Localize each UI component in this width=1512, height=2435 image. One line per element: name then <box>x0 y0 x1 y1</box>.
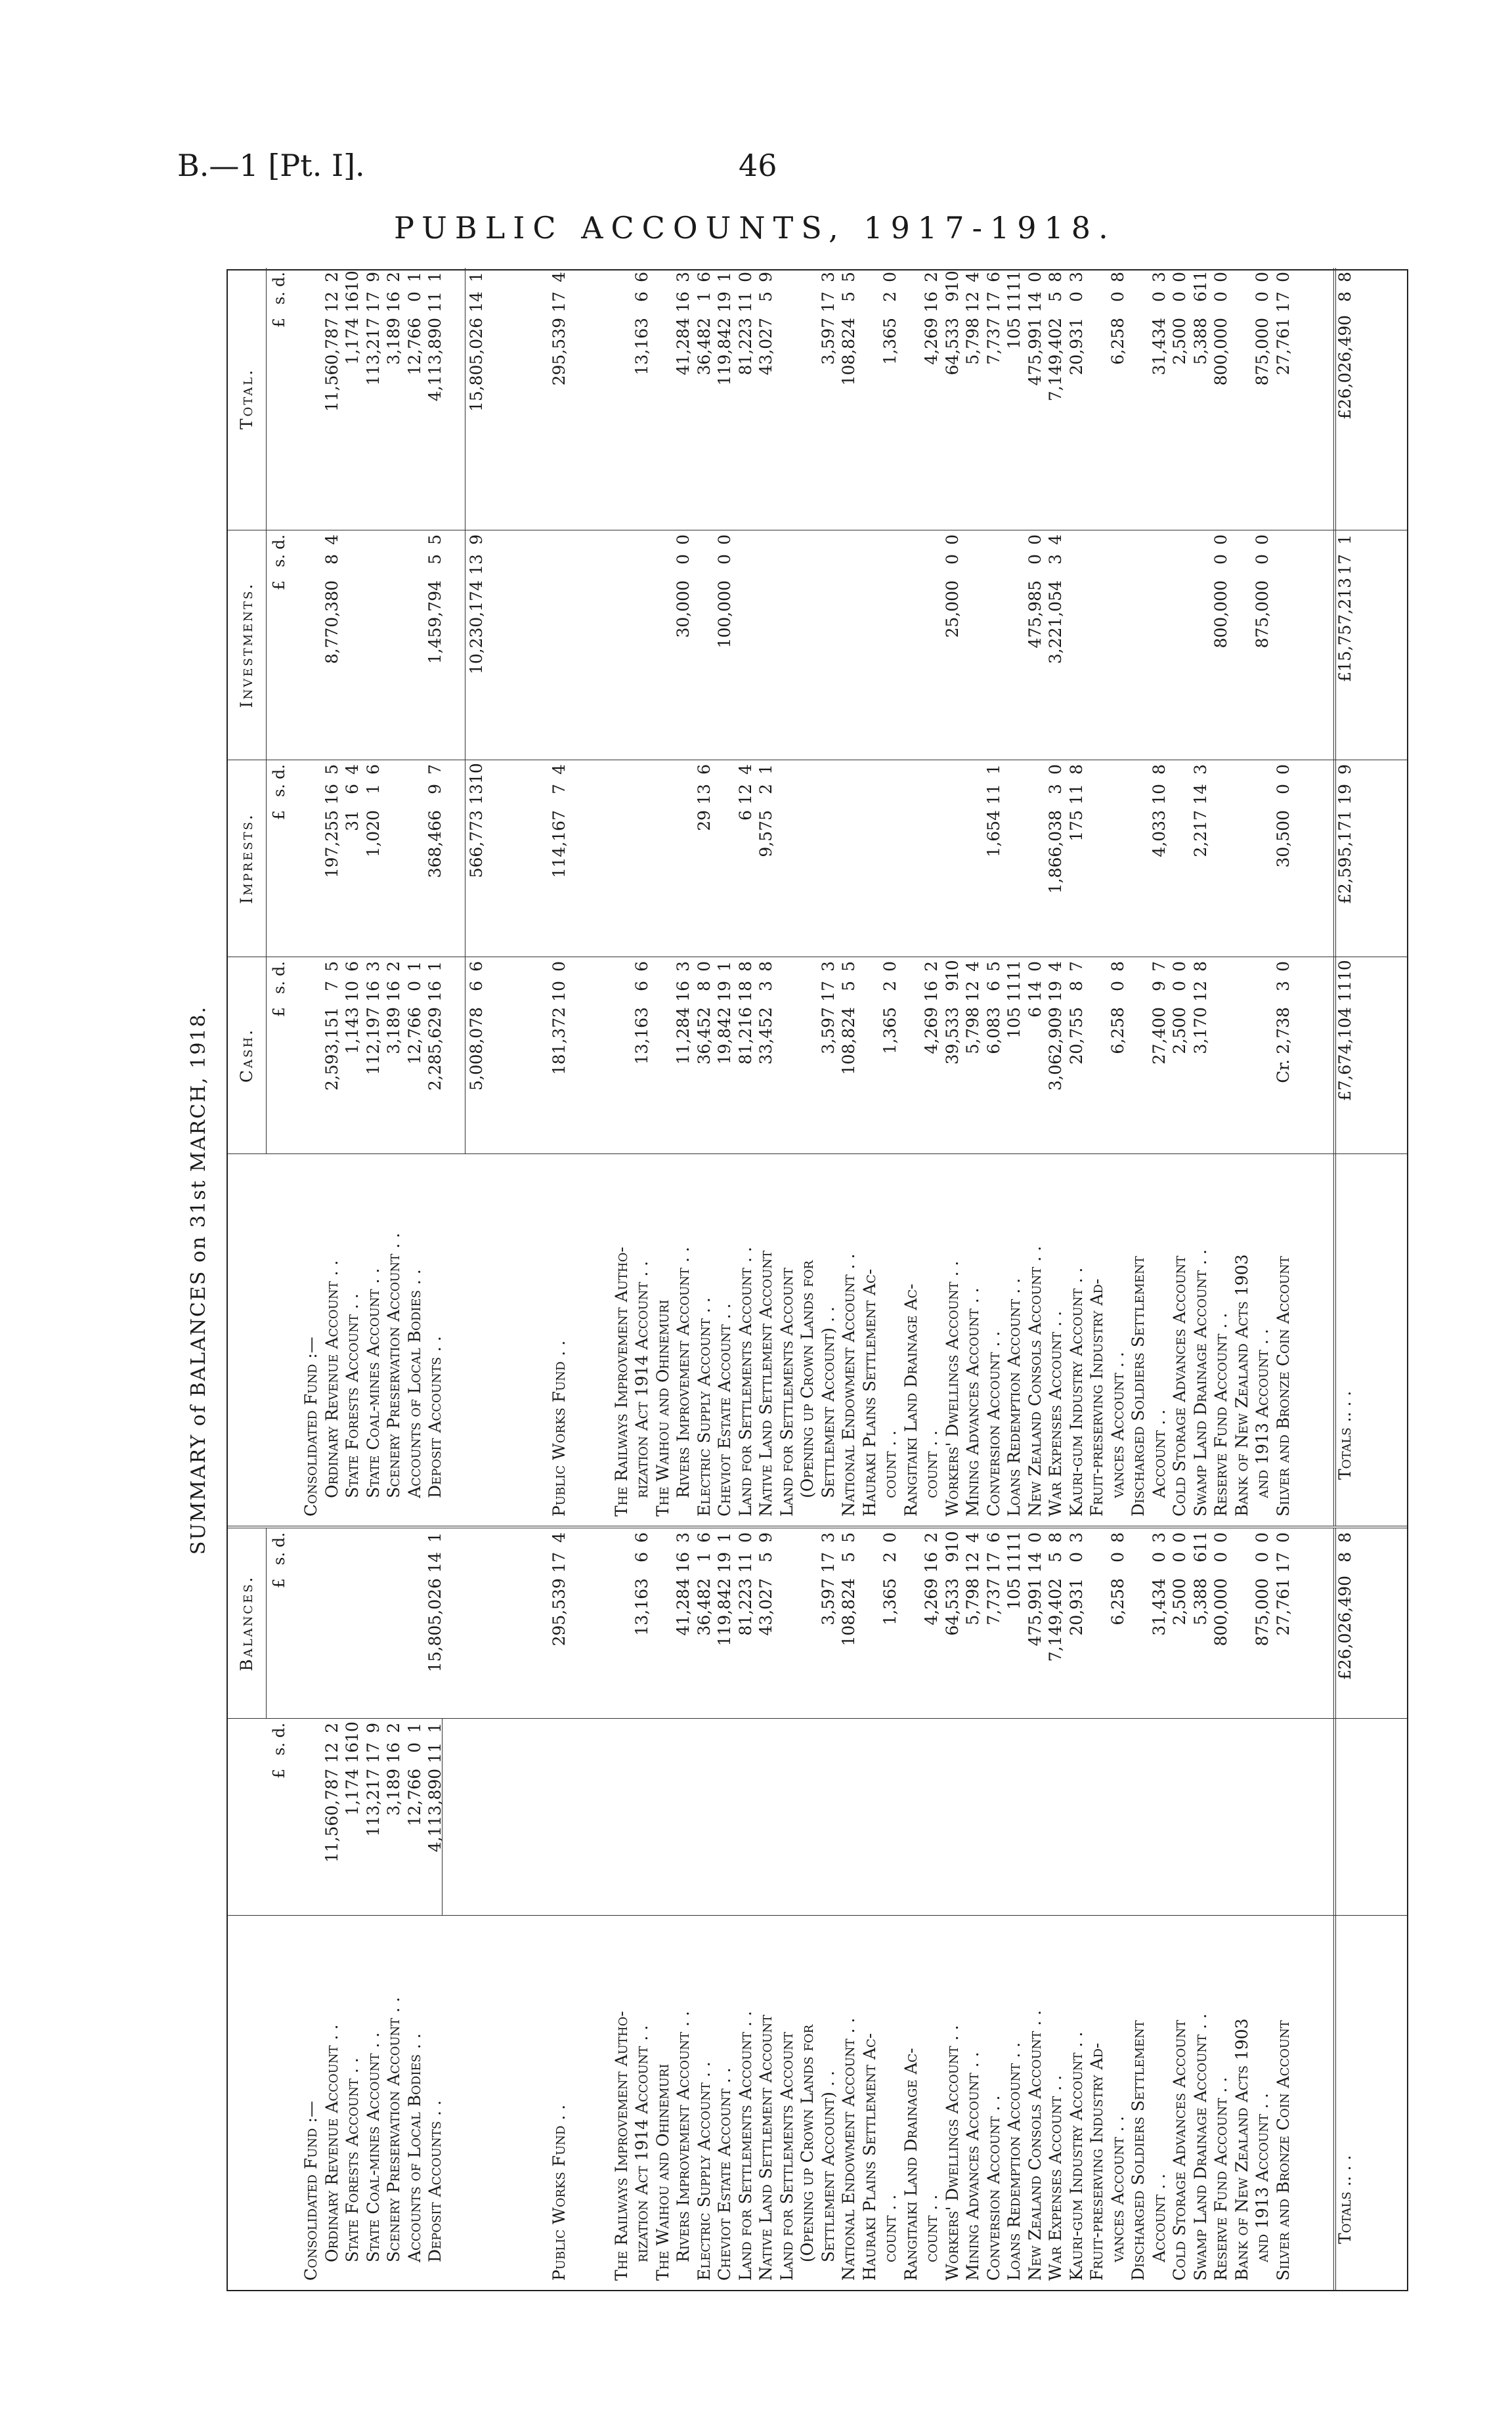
account-label: Rivers Improvement Account . . <box>674 1247 693 1498</box>
account-label: rization Act 1914 Account . . <box>632 2025 651 2262</box>
cash-amount: 108,82455 <box>839 961 858 1075</box>
balances-amount: 3,597173 <box>818 1532 838 1626</box>
balances-detail-amount: 1,1741610 <box>343 1721 362 1816</box>
account-label: Scenery Preservation Account . . <box>384 1232 403 1498</box>
total-column <box>228 268 1407 530</box>
totals-col-amount: 108,82455 <box>839 272 858 386</box>
investments-amount: 10,230,174139 <box>467 534 486 675</box>
account-label: Rangitaiki Land Drainage Ac- <box>901 2048 920 2281</box>
balances-amount: 7,149,40258 <box>1046 1532 1065 1662</box>
imprests-amount: 30,50000 <box>1273 764 1293 868</box>
cash-amount: 81,216188 <box>735 961 755 1065</box>
cash-amount: 2,50000 <box>1170 961 1189 1054</box>
cash-amount: 3,597173 <box>818 961 838 1054</box>
balances-amount: 1,36520 <box>880 1532 899 1626</box>
account-label: State Forests Account . . <box>343 2058 362 2262</box>
balances-amount: 41,284163 <box>674 1532 693 1636</box>
totals-col-amount: 113,217179 <box>363 272 383 386</box>
account-label: Land for Settlements Account <box>777 1267 796 1517</box>
imprests-amount: 1,654111 <box>983 764 1003 857</box>
account-label: Discharged Soldiers Settlement <box>1129 1256 1148 1517</box>
account-label: Loans Redemption Account . . <box>1004 2042 1024 2281</box>
totals-col-amount: 1,1741610 <box>343 270 362 365</box>
sum-rule <box>1333 268 1336 530</box>
units-header: £s.d. <box>270 764 288 821</box>
account-label: and 1913 Account . . <box>1253 2093 1272 2262</box>
investments-amount: 1,459,79455 <box>425 534 444 664</box>
imprests-amount: 29136 <box>694 764 714 831</box>
account-label: Consolidated Fund :— <box>301 1337 320 1517</box>
balances-amount: 81,223110 <box>735 1532 755 1636</box>
imprests-amount: 175118 <box>1066 764 1086 842</box>
cash-column <box>228 957 1407 1154</box>
account-label: New Zealand Consols Account . . <box>1025 2010 1045 2281</box>
investments-amount: 100,00000 <box>715 534 734 649</box>
investments-amount: 25,00000 <box>942 534 962 638</box>
sum-rule <box>1333 530 1336 760</box>
account-label: Loans Redemption Account . . <box>1004 1278 1024 1517</box>
account-label: Totals .. . . <box>1335 2155 1354 2244</box>
total-header: Total. <box>228 268 267 530</box>
imprests-amount: 368,46697 <box>425 764 444 878</box>
balances-amount: 64,533910 <box>942 1531 962 1636</box>
balances-detail-amount: 11,560,787122 <box>322 1723 341 1863</box>
imprests-column <box>228 760 1407 957</box>
totals-col-amount: 41,284163 <box>674 272 693 376</box>
totals-col-amount: 6,25808 <box>1108 272 1127 365</box>
table-caption: SUMMARY of BALANCES on 31st MARCH, 1918. <box>187 1005 210 1555</box>
cash-amount: £7,674,1041110 <box>1335 960 1354 1102</box>
investments-amount: 30,00000 <box>674 534 693 638</box>
account-label: Native Land Settlement Account <box>756 1250 775 1517</box>
totals-col-amount: £26,026,49088 <box>1335 272 1354 420</box>
account-label: count . . <box>922 1430 941 1498</box>
account-label: Fruit-preserving Industry Ad- <box>1087 2042 1106 2281</box>
account-label: Account . . <box>1149 1409 1169 1498</box>
imprests-header: Imprests. <box>228 760 267 957</box>
totals-col-amount: 31,43403 <box>1149 272 1169 376</box>
balances-column <box>228 1528 1407 1719</box>
balances-amount: 5,798124 <box>963 1532 982 1626</box>
cash-amount: 3,189162 <box>384 961 403 1054</box>
totals-col-amount: 119,842191 <box>715 272 734 386</box>
balances-amount: 1051111 <box>1004 1531 1024 1610</box>
investments-amount: £15,757,213171 <box>1335 534 1354 682</box>
imprests-amount: 2,217143 <box>1190 764 1210 857</box>
sum-rule <box>442 1719 443 1915</box>
account-label: State Coal-mines Account . . <box>363 1268 383 1498</box>
balances-amount: 7,737176 <box>983 1532 1003 1626</box>
cash-amount: 6140 <box>1025 961 1045 1018</box>
account-label: The Waihou and Ohinemuri <box>653 2063 672 2281</box>
units-header: £s.d. <box>270 272 288 328</box>
balances-amount: 800,00000 <box>1211 1532 1230 1647</box>
imprests-amount: 197,255165 <box>322 764 341 878</box>
sum-rule <box>1333 760 1336 957</box>
account-label: Cold Storage Advances Account <box>1170 2019 1189 2281</box>
page-reference: B.—1 [Pt. I]. <box>177 148 365 183</box>
balances-amount: 15,805,026141 <box>425 1532 444 1673</box>
imprests-amount: 4,033108 <box>1149 764 1169 857</box>
totals-col-amount: 7,737176 <box>983 272 1003 365</box>
cash-amount: 1,143106 <box>343 961 362 1054</box>
units-header: £s.d. <box>270 961 288 1018</box>
account-label: Mining Advances Account . . <box>963 1287 982 1517</box>
cash-amount: 3,062,909194 <box>1046 961 1065 1091</box>
account-label: Swamp Land Drainage Account . . <box>1190 1249 1210 1517</box>
account-label: vances Account . . <box>1108 2116 1127 2262</box>
account-label: Public Works Fund . . <box>550 1340 569 1517</box>
imprests-amount: 566,7731310 <box>467 763 486 878</box>
sum-rule <box>1333 1528 1336 1718</box>
cash-header: Cash. <box>228 957 267 1153</box>
account-label: and 1913 Account . . <box>1253 1329 1272 1498</box>
balances-detail-amount: 12,76601 <box>404 1723 424 1826</box>
totals-col-amount: 4,113,890111 <box>425 272 444 402</box>
account-label: rization Act 1914 Account . . <box>632 1261 651 1498</box>
totals-col-amount: 43,02759 <box>756 272 775 376</box>
balances-amount: 475,991140 <box>1025 1532 1045 1647</box>
account-label: Mining Advances Account . . <box>963 2052 982 2281</box>
cash-amount: 4,269162 <box>922 961 941 1054</box>
units-header: £s.d. <box>270 534 288 591</box>
balances-amount: 108,82455 <box>839 1532 858 1647</box>
sum-rule <box>1333 1719 1336 1915</box>
sum-rule <box>1333 957 1336 1153</box>
investments-amount: 475,98500 <box>1025 534 1045 649</box>
account-label: Reserve Fund Account . . <box>1211 2077 1230 2281</box>
totals-col-amount: 64,533910 <box>942 270 962 376</box>
cash-amount: 1,36520 <box>880 961 899 1054</box>
account-label: Conversion Account . . <box>983 1331 1003 1517</box>
account-label: Ordinary Revenue Account . . <box>322 1260 341 1498</box>
account-label: Accounts of Local Bodies . . <box>404 1269 424 1498</box>
account-label: Conversion Account . . <box>983 2095 1003 2281</box>
account-label: Discharged Soldiers Settlement <box>1129 2020 1148 2281</box>
account-label: Public Works Fund . . <box>550 2104 569 2281</box>
account-label: Rangitaiki Land Drainage Ac- <box>901 1283 920 1517</box>
sum-rule <box>1333 1916 1336 2290</box>
summary-table <box>227 269 1408 2291</box>
balances-amount: 5,388611 <box>1190 1531 1210 1626</box>
account-label: National Endowment Account . . <box>839 1253 858 1517</box>
account-label: Land for Settlements Account . . <box>735 2011 755 2281</box>
account-label: Accounts of Local Bodies . . <box>404 2033 424 2262</box>
cash-amount: Cr. 2,73830 <box>1273 961 1293 1083</box>
account-label: Workers' Dwellings Account . . <box>942 1261 962 1517</box>
imprests-amount: 6124 <box>735 764 755 821</box>
account-label: Swamp Land Drainage Account . . <box>1190 2014 1210 2281</box>
account-label: Land for Settlements Account . . <box>735 1247 755 1517</box>
account-label: Reserve Fund Account . . <box>1211 1312 1230 1517</box>
rotated-table-page <box>187 269 1421 2291</box>
investments-amount: 875,00000 <box>1253 534 1272 649</box>
cash-amount: 5,798124 <box>963 961 982 1054</box>
account-label: Silver and Bronze Coin Account <box>1273 1256 1293 1517</box>
cash-amount: 20,75587 <box>1066 961 1086 1065</box>
account-label: Deposit Accounts . . <box>425 1336 444 1498</box>
cash-amount: 39,533910 <box>942 960 962 1065</box>
cash-amount: 2,593,15175 <box>322 961 341 1091</box>
account-label: Bank of New Zealand Acts 1903 <box>1232 2018 1251 2281</box>
totals-col-amount: 27,761170 <box>1273 272 1293 376</box>
totals-col-amount: 11,560,787122 <box>322 272 341 412</box>
balances-amount: 27,761170 <box>1273 1532 1293 1636</box>
account-label: Workers' Dwellings Account . . <box>942 2025 962 2281</box>
account-label: count . . <box>880 2194 899 2262</box>
totals-col-amount: 4,269162 <box>922 272 941 365</box>
account-label: Silver and Bronze Coin Account <box>1273 2020 1293 2281</box>
totals-col-amount: 3,189162 <box>384 272 403 365</box>
cash-amount: 1051111 <box>1004 960 1024 1039</box>
account-label: Kauri-gum Industry Account . . <box>1066 1267 1086 1517</box>
cash-amount: 19,842191 <box>715 961 734 1065</box>
units-header: £s.d. <box>270 1723 288 1779</box>
account-label: The Railways Improvement Autho- <box>611 1247 631 1517</box>
cash-amount: 12,76601 <box>404 961 424 1065</box>
account-label: Rivers Improvement Account . . <box>674 2011 693 2262</box>
account-label: (Opening up Crown Lands for <box>798 2024 817 2262</box>
totals-col-amount: 7,149,40258 <box>1046 272 1065 402</box>
imprests-amount: £2,595,171199 <box>1335 764 1354 905</box>
account-label: War Expenses Account . . <box>1046 1310 1065 1517</box>
investments-column <box>228 530 1407 760</box>
balances-detail-amount: 4,113,890111 <box>425 1723 444 1853</box>
totals-col-amount: 3,597173 <box>818 272 838 365</box>
imprests-amount: 1,02016 <box>363 764 383 857</box>
account-label: Hauraki Plains Settlement Ac- <box>859 2033 879 2281</box>
totals-col-amount: 875,00000 <box>1253 272 1272 386</box>
balances-amount: 31,43403 <box>1149 1532 1169 1636</box>
totals-col-amount: 800,00000 <box>1211 272 1230 386</box>
imprests-amount: 9,57521 <box>756 764 775 857</box>
account-label: Totals .. . . <box>1335 1390 1354 1480</box>
cash-amount: 5,008,07866 <box>467 961 486 1091</box>
account-label: (Opening up Crown Lands for <box>798 1260 817 1498</box>
cash-amount: 2,285,629161 <box>425 961 444 1091</box>
totals-col-amount: 13,16366 <box>632 272 651 376</box>
account-label: Cold Storage Advances Account <box>1170 1255 1189 1517</box>
account-label: count . . <box>880 1430 899 1498</box>
totals-col-amount: 81,223110 <box>735 272 755 376</box>
account-label: Hauraki Plains Settlement Ac- <box>859 1268 879 1517</box>
balances-detail-column <box>228 1719 1407 1916</box>
account-label: Account . . <box>1149 2173 1169 2262</box>
page-title: PUBLIC ACCOUNTS, 1917-1918. <box>394 210 1116 246</box>
account-label: Scenery Preservation Account . . <box>384 1996 403 2262</box>
account-label: Native Land Settlement Account <box>756 2014 775 2281</box>
account-label: The Waihou and Ohinemuri <box>653 1299 672 1517</box>
labels-column-left <box>228 1916 1407 2290</box>
account-label: The Railways Improvement Autho- <box>611 2011 631 2281</box>
account-label: Deposit Accounts . . <box>425 2100 444 2262</box>
totals-col-amount: 12,76601 <box>404 272 424 376</box>
account-label: New Zealand Consols Account . . <box>1025 1245 1045 1517</box>
totals-col-amount: 1051111 <box>1004 270 1024 349</box>
account-label: Bank of New Zealand Acts 1903 <box>1232 1254 1251 1517</box>
imprests-amount: 114,16774 <box>550 764 569 878</box>
balances-amount: 43,02759 <box>756 1532 775 1636</box>
cash-amount: 13,16366 <box>632 961 651 1065</box>
totals-col-amount: 20,93103 <box>1066 272 1086 376</box>
labels-column-right <box>228 1154 1407 1528</box>
balances-amount: 6,25808 <box>1108 1532 1127 1626</box>
imprests-amount: 1,866,03830 <box>1046 764 1065 894</box>
account-label: Settlement Account) . . <box>818 1306 838 1498</box>
account-label: Electric Supply Account . . <box>694 1297 714 1517</box>
investments-amount: 8,770,38084 <box>322 534 341 664</box>
cash-amount: 6,08365 <box>983 961 1003 1054</box>
cash-amount: 3,170128 <box>1190 961 1210 1054</box>
account-label: Land for Settlements Account <box>777 2031 796 2281</box>
cash-amount: 11,284163 <box>674 961 693 1065</box>
totals-col-amount: 5,798124 <box>963 272 982 365</box>
totals-col-amount: 36,48216 <box>694 272 714 376</box>
totals-col-amount: 2,50000 <box>1170 272 1189 365</box>
cash-amount: 181,372100 <box>550 961 569 1075</box>
totals-col-amount: 295,539174 <box>550 272 569 386</box>
account-label: War Expenses Account . . <box>1046 2075 1065 2281</box>
cash-amount: 6,25808 <box>1108 961 1127 1054</box>
balances-amount: 295,539174 <box>550 1532 569 1647</box>
account-label: Electric Supply Account . . <box>694 2061 714 2281</box>
investments-amount: 800,00000 <box>1211 534 1230 649</box>
totals-col-amount: 475,991140 <box>1025 272 1045 386</box>
balances-amount: 13,16366 <box>632 1532 651 1636</box>
account-label: Kauri-gum Industry Account . . <box>1066 2031 1086 2281</box>
balances-amount: 2,50000 <box>1170 1532 1189 1626</box>
balances-amount: 20,93103 <box>1066 1532 1086 1636</box>
totals-col-amount: 15,805,026141 <box>467 272 486 412</box>
account-label: Settlement Account) . . <box>818 2071 838 2262</box>
account-label: Cheviot Estate Account . . <box>715 2067 734 2281</box>
balances-amount: 4,269162 <box>922 1532 941 1626</box>
units-header: £s.d. <box>270 1532 288 1589</box>
account-label: Ordinary Revenue Account . . <box>322 2024 341 2262</box>
balances-detail-amount: 113,217179 <box>363 1723 383 1837</box>
balances-header: Balances. <box>228 1528 267 1718</box>
balances-detail-amount: 3,189162 <box>384 1723 403 1816</box>
account-label: National Endowment Account . . <box>839 2017 858 2281</box>
account-label: Consolidated Fund :— <box>301 2101 320 2281</box>
account-label: State Coal-mines Account . . <box>363 2032 383 2262</box>
sum-rule <box>1333 1154 1336 1526</box>
balances-amount: 36,48216 <box>694 1532 714 1636</box>
balances-amount: £26,026,49088 <box>1335 1532 1354 1680</box>
investments-amount: 3,221,05434 <box>1046 534 1065 664</box>
account-label: Cheviot Estate Account . . <box>715 1303 734 1517</box>
investments-header: Investments. <box>228 530 267 760</box>
totals-col-amount: 5,388611 <box>1190 270 1210 365</box>
account-label: Fruit-preserving Industry Ad- <box>1087 1278 1106 1517</box>
cash-amount: 36,45280 <box>694 961 714 1065</box>
balances-amount: 875,00000 <box>1253 1532 1272 1647</box>
imprests-amount: 3164 <box>343 764 362 831</box>
totals-col-amount: 1,36520 <box>880 272 899 365</box>
account-label: vances Account . . <box>1108 1352 1127 1498</box>
account-label: State Forests Account . . <box>343 1293 362 1498</box>
cash-amount: 112,197163 <box>363 961 383 1075</box>
cash-amount: 27,40097 <box>1149 961 1169 1065</box>
balances-amount: 119,842191 <box>715 1532 734 1647</box>
page-number: 46 <box>739 148 777 183</box>
account-label: count . . <box>922 2194 941 2262</box>
cash-amount: 33,45238 <box>756 961 775 1065</box>
